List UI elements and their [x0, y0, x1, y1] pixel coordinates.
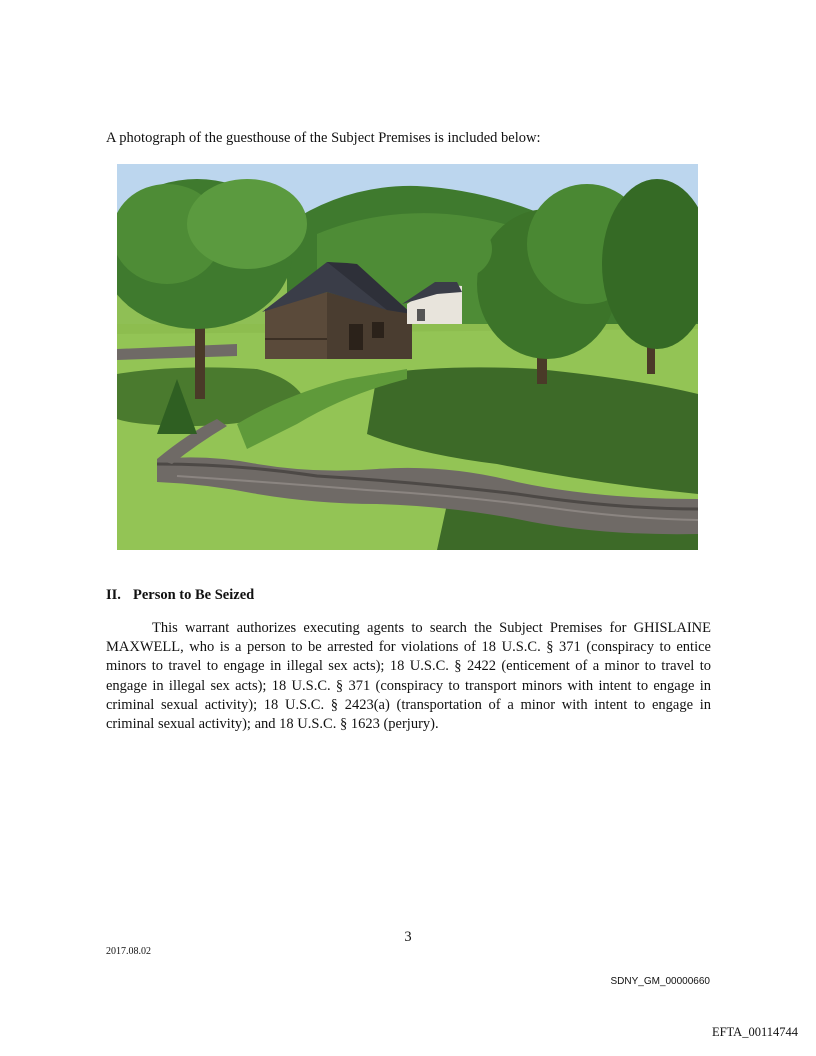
bates-number: SDNY_GM_00000660 [610, 976, 710, 987]
efta-number: EFTA_00114744 [711, 1025, 798, 1039]
section-title: Person to Be Seized [133, 587, 255, 603]
intro-text: A photograph of the guesthouse of the Subject Premises is included below: [106, 130, 541, 146]
section-heading [106, 586, 254, 604]
date-stamp: 2017.08.02 [106, 946, 151, 957]
guesthouse-photo-illustration [117, 164, 698, 550]
body-paragraph: This warrant authorizes executing agents to search the Subject Premises for GHISLAINE MAXWELL, who is a person to be arrested for violations of 18 U.S.C. § 371 (conspiracy to entice minors to travel to engage in illegal sex acts); 18 U.S.C. § 2422 (enticement of a minor to travel to engage in illegal sex acts); 18 U.S.C. § 371 (conspiracy to transport minors with intent to engage in criminal sexual activity); 18 U.S.C. § 2423(a) (transportation of a minor with intent to engage in criminal sexual activity); and 18 U.S.C. § 1623 (perjury). [106, 620, 711, 733]
guesthouse-photo [117, 164, 698, 550]
page-number: 3 [404, 929, 412, 945]
section-number: II. [106, 587, 121, 603]
